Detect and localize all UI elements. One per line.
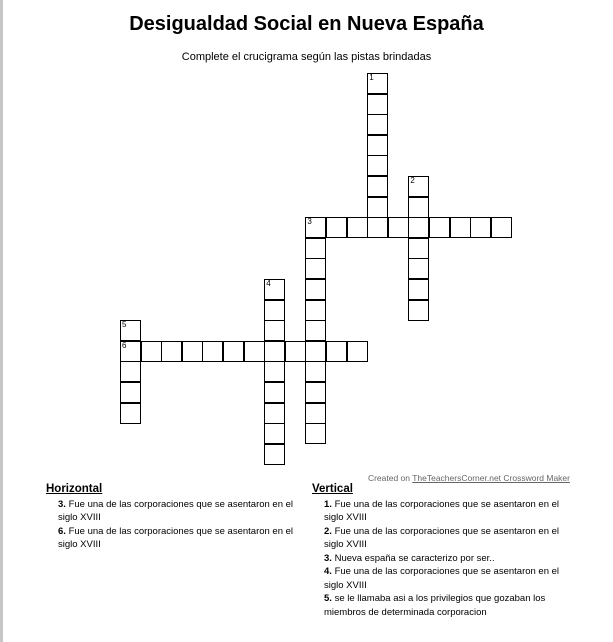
crossword-cell[interactable] (491, 217, 512, 238)
clue-text: Fue una de las corporaciones que se asentaron en el siglo XVIII (58, 498, 294, 523)
crossword-cell[interactable] (264, 279, 285, 300)
crossword-cell[interactable] (305, 423, 326, 444)
crossword-cell[interactable] (367, 114, 388, 135)
crossword-cell[interactable] (347, 217, 368, 238)
crossword-cell[interactable] (326, 341, 347, 362)
page-title: Desigualdad Social en Nueva España (129, 13, 484, 35)
crossword-cell[interactable] (408, 176, 429, 197)
crossword-cell[interactable] (285, 341, 306, 362)
clue-text: Fue una de las corporaciones que se asentaron en el siglo XVIII (324, 498, 560, 523)
clue-down-1 (324, 498, 574, 525)
clue-text: Fue una de las corporaciones que se asentaron en el siglo XVIII (324, 566, 560, 591)
clue-number: 1. (324, 498, 332, 510)
crossword-cell[interactable] (120, 382, 141, 403)
clue-text: Nueva españa se caracterizo por ser.. (334, 552, 495, 564)
crossword-cell[interactable] (326, 217, 347, 238)
cell-number: 5 (122, 320, 127, 330)
crossword-cell[interactable] (264, 403, 285, 424)
crossword-cell[interactable] (367, 155, 388, 176)
clue-down-5 (324, 592, 574, 619)
crossword-cell[interactable] (450, 217, 471, 238)
cell-number: 1 (369, 73, 374, 82)
cell-number: 2 (410, 176, 415, 185)
across-heading: Horizontal (46, 483, 103, 495)
clue-number: 3. (324, 552, 332, 564)
cell-number: 4 (266, 279, 271, 288)
crossword-cell[interactable] (244, 341, 265, 362)
crossword-cell[interactable] (347, 341, 368, 362)
crossword-cell[interactable] (367, 217, 388, 238)
crossword-cell[interactable] (470, 217, 491, 238)
crossword-cell[interactable] (305, 238, 326, 259)
crossword-cell[interactable] (264, 320, 285, 341)
clue-across-6 (58, 525, 308, 552)
crossword-cell[interactable] (367, 135, 388, 156)
clue-across-3 (58, 498, 308, 525)
credit-line (368, 473, 570, 483)
crossword-cell[interactable] (120, 361, 141, 382)
clue-down-2 (324, 525, 574, 552)
crossword-cell[interactable] (408, 300, 429, 321)
crossword-cell[interactable] (305, 300, 326, 321)
clue-down-4 (324, 565, 574, 592)
crossword-cell[interactable] (408, 197, 429, 218)
crossword-cell[interactable] (120, 341, 141, 362)
crossword-cell[interactable] (305, 361, 326, 382)
crossword-cell[interactable] (305, 258, 326, 279)
crossword-cell[interactable] (367, 176, 388, 197)
clue-number: 4. (324, 566, 332, 577)
down-heading: Vertical (312, 483, 353, 495)
crossword-cell[interactable] (305, 341, 326, 362)
crossword-cell[interactable] (305, 279, 326, 300)
clue-number: 6. (58, 525, 66, 537)
crossword-cell[interactable] (120, 320, 141, 341)
crossword-cell[interactable] (141, 341, 162, 362)
cell-number: 6 (122, 340, 127, 350)
crossword-cell[interactable] (429, 217, 450, 238)
crossword-cell[interactable] (388, 217, 409, 238)
crossword-cell[interactable] (120, 403, 141, 424)
crossword-cell[interactable] (305, 382, 326, 403)
crossword-cell[interactable] (264, 300, 285, 321)
clue-text: Fue una de las corporaciones que se asentaron en el siglo XVIII (58, 525, 294, 550)
crossword-cell[interactable] (264, 444, 285, 465)
crossword-cell[interactable] (408, 217, 429, 238)
crossword-cell[interactable] (264, 361, 285, 382)
crossword-cell[interactable] (305, 217, 326, 238)
clue-number: 5. (324, 593, 332, 604)
cell-number: 3 (307, 217, 312, 227)
crossword-cell[interactable] (305, 320, 326, 341)
crossword-cell[interactable] (223, 341, 244, 362)
crossword-cell[interactable] (161, 341, 182, 362)
down-clues (312, 483, 574, 619)
clue-down-3 (324, 552, 574, 566)
crossword-cell[interactable] (264, 341, 285, 362)
credit-link[interactable]: TheTeachersCorner.net Crossword Maker (412, 473, 570, 483)
credit-prefix: Created on (367, 473, 413, 483)
clue-text: se le llamaba asi a los privilegios que gozaban los miembros de determinada corporacion (324, 593, 546, 618)
page-subtitle: Complete el crucigrama según las pistas brindadas (181, 51, 432, 63)
across-clues (46, 483, 308, 552)
crossword-cell[interactable] (202, 341, 223, 362)
crossword-cell[interactable] (408, 238, 429, 259)
crossword-cell[interactable] (264, 382, 285, 403)
clue-text: Fue una de las corporaciones que se asentaron en el siglo XVIII (324, 525, 560, 550)
clue-number: 3. (58, 498, 66, 510)
crossword-cell[interactable] (367, 94, 388, 115)
crossword-cell[interactable] (305, 403, 326, 424)
crossword-cell[interactable] (367, 73, 388, 94)
crossword-cell[interactable] (264, 423, 285, 444)
crossword-cell[interactable] (408, 258, 429, 279)
crossword-cell[interactable] (367, 197, 388, 218)
crossword-cell[interactable] (182, 341, 203, 362)
crossword-cell[interactable] (408, 279, 429, 300)
clue-number: 2. (324, 525, 332, 537)
